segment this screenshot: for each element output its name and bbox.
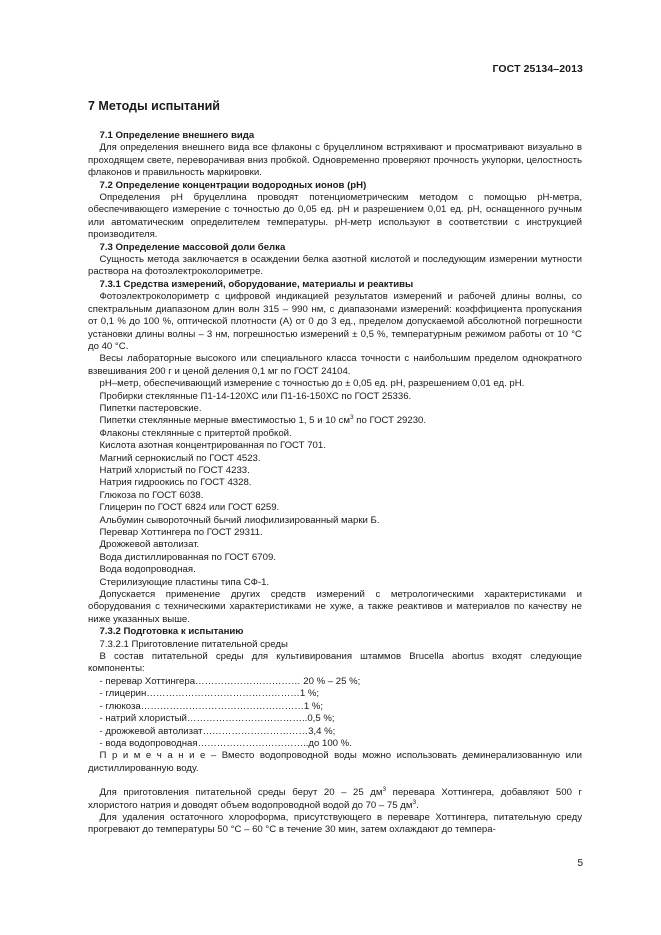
section-heading: 7 Методы испытаний xyxy=(88,99,220,113)
page-number: 5 xyxy=(577,858,583,869)
component-item: - перевар Хоттингера…………………………… 20 % – 25 %; xyxy=(99,675,361,687)
paragraph: Сущность метода заключается в осаждении белка азотной кислотой и последующим измерении мутности раствора на фотоэлектроколориметре. xyxy=(88,254,582,278)
list-line: Магний сернокислый по ГОСТ 4523. xyxy=(99,452,261,464)
list-line: Глицерин по ГОСТ 6824 или ГОСТ 6259. xyxy=(99,502,280,514)
component-item: - глюкоза……………………………………………1 %; xyxy=(99,700,324,712)
subsection-heading: 7.2 Определение концентрации водородных ионов (рН) xyxy=(99,179,367,191)
paragraph: Весы лабораторные высокого или специального класса точности с наибольшим пределом однократного взвешивания 200 г и ценой деления 0,1 мг по ГОСТ 24104. xyxy=(88,353,582,377)
paragraph: Для удаления остаточного хлороформа, присутствующего в переваре Хоттингера, питательную среду прогревают до температуры 50 °С – 60 °С в течение 30 мин, затем охлаждают до темпера- xyxy=(88,811,582,836)
paragraph: Фотоэлектроколориметр с цифровой индикацией результатов измерений и рабочей длины волны, со спектральным диапазоном длин волн 315 – 990 нм, с диапазонами измерений: коэффициента пропускания от 0,1 % до 100 %, оптической плотности (А) от 0 до 3 ед., пределом допускаемой абсолютной погрешности установки длины волны – 3 нм, погрешностью измерений ± 0,5 %, температурным режимом работы от 10 °С до 40 °С. xyxy=(88,291,582,352)
list-line: рН–метр, обеспечивающий измерение с точностью до ± 0,05 ед. рН, разрешением 0,01 ед. рН. xyxy=(99,378,525,390)
list-line: Кислота азотная концентрированная по ГОСТ 701. xyxy=(99,440,326,452)
spacer xyxy=(88,775,582,787)
clause-heading: 7.3.1 Средства измерений, оборудование, материалы и реактивы xyxy=(99,278,414,290)
list-line: Флаконы стеклянные с притертой пробкой. xyxy=(99,427,292,439)
list-line: Натрия гидроокись по ГОСТ 4328. xyxy=(99,477,252,489)
paragraph: П р и м е ч а н и е – Вместо водопроводной воды можно использовать деминерализованную или дистиллированную воду. xyxy=(88,750,582,774)
paragraph: Для определения внешнего вида все флаконы с бруцеллином встряхивают и просматривают визуально в проходящем свете, переворачивая вниз пробкой. Одновременно проверяют прочность укупорки, целостность флаконов и правильность маркировки. xyxy=(88,142,582,179)
clause-heading: 7.3.2 Подготовка к испытанию xyxy=(99,626,244,638)
standard-code: ГОСТ 25134–2013 xyxy=(492,63,583,75)
list-line: Стерилизующие пластины типа СФ-1. xyxy=(99,576,270,588)
list-line: Глюкоза по ГОСТ 6038. xyxy=(99,489,204,501)
list-line: Перевар Хоттингера по ГОСТ 29311. xyxy=(99,527,263,538)
subsection-heading: 7.1 Определение внешнего вида xyxy=(99,130,255,141)
list-line: Вода водопроводная. xyxy=(99,564,196,576)
component-item: - вода водопроводная……………………………..до 100 %. xyxy=(99,737,352,749)
list-line: Пипетки пастеровские. xyxy=(99,402,202,414)
list-line: 7.3.2.1 Приготовление питательной среды xyxy=(99,638,288,650)
component-item: - дрожжевой автолизат……………………………3,4 %; xyxy=(99,725,336,737)
list-line: Альбумин сывороточный бычий лиофилизированный марки Б. xyxy=(99,514,380,526)
list-line: Пробирки стеклянные П1-14-120ХС или П1-16-150ХС по ГОСТ 25336. xyxy=(99,390,412,402)
document-body xyxy=(88,99,582,837)
paragraph: Для приготовления питательной среды берут 20 – 25 $дм^3$ перевара Хоттингера, добавляют 500 г хлористого натрия и доводят объем водопроводной водой до 70 – 75 $дм^3$. xyxy=(88,785,582,811)
paragraph: Определения рН бруцеллина проводят потенциометрическим методом с помощью рН-метра, обеспечивающего измерение с точностью до 0,05 ед. рН и разрешением 0,01 ед. рН, оснащенного ручным или автоматическим определителем температуры. рН-метр используют в соответствии с инструкцией производителя. xyxy=(88,192,582,241)
component-item: - натрий хлористый………………………………..0,5 %; xyxy=(99,713,335,725)
list-line: Дрожжевой автолизат. xyxy=(99,539,200,551)
subsection-heading: 7.3 Определение массовой доли белка xyxy=(99,241,286,253)
paragraph: В состав питательной среды для культивирования штаммов Brucella abortus входят следующие компоненты: xyxy=(88,651,582,675)
list-line: Вода дистиллированная по ГОСТ 6709. xyxy=(99,551,276,563)
component-item: - глицерин…………………………………………1 %; xyxy=(99,688,320,700)
paragraph: Допускается применение других средств измерений с метрологическими характеристиками и оборудования с техническими характеристиками не хуже, а также реактивов и материалов по качеству не ниже указанных выше. xyxy=(88,589,582,625)
list-line: Натрий хлористый по ГОСТ 4233. xyxy=(99,464,250,476)
list-line: Пипетки стеклянные мерные вместимостью 1, 5 и 10 $см^3$ по ГОСТ 29230. xyxy=(99,414,427,427)
